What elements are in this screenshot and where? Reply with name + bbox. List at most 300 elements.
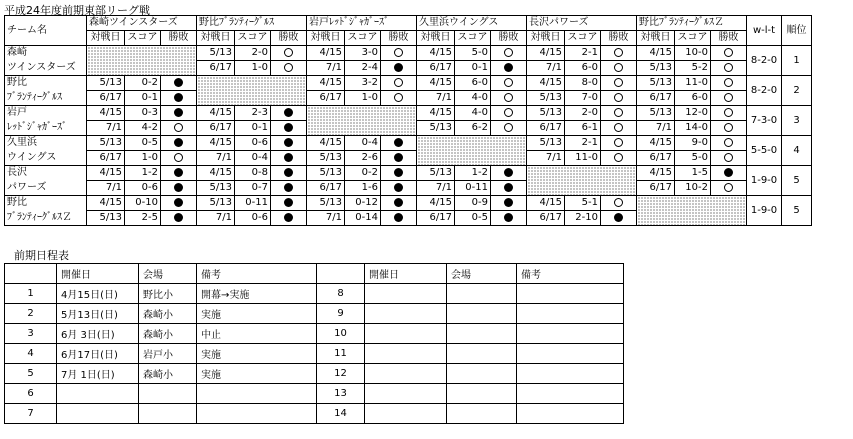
- loss-circle-icon: [284, 123, 293, 132]
- match-result: [381, 196, 417, 211]
- match-score: 0-6: [235, 136, 271, 151]
- team-rank: 2: [782, 76, 812, 106]
- team-wlt: 7-3-0: [747, 106, 782, 136]
- match-score: 12-0: [675, 106, 711, 121]
- match-score: 10-2: [675, 181, 711, 196]
- match-result: [711, 151, 747, 166]
- match-score: 7-0: [565, 91, 601, 106]
- loss-circle-icon: [614, 213, 623, 222]
- sub-header: 対戦日: [417, 31, 455, 46]
- loss-circle-icon: [394, 213, 403, 222]
- match-date: 5/13: [307, 151, 345, 166]
- match-result: [601, 106, 637, 121]
- match-result: [601, 136, 637, 151]
- sub-header: 対戦日: [637, 31, 675, 46]
- match-date: 5/13: [87, 136, 125, 151]
- match-score: 2-1: [565, 46, 601, 61]
- match-date: 4/15: [637, 166, 675, 181]
- schedule-no: 1: [5, 284, 57, 304]
- team-rank: 3: [782, 106, 812, 136]
- match-score: 6-2: [455, 121, 491, 136]
- match-result: [271, 136, 307, 151]
- match-result: [161, 211, 197, 226]
- schedule-row: [5, 384, 624, 404]
- match-result: [601, 211, 637, 226]
- loss-circle-icon: [504, 168, 513, 177]
- match-result: [711, 76, 747, 91]
- schedule-note: [517, 404, 624, 424]
- win-circle-icon: [614, 153, 623, 162]
- match-date: 6/17: [527, 121, 565, 136]
- match-date: 6/17: [307, 91, 345, 106]
- match-score: 2-0: [565, 106, 601, 121]
- opponent-header: 森崎ツインスターズ: [87, 16, 197, 31]
- sub-header: スコア: [455, 31, 491, 46]
- match-score: 0-12: [345, 196, 381, 211]
- loss-circle-icon: [174, 198, 183, 207]
- team-name: 野比: [5, 196, 87, 211]
- match-date: 7/1: [527, 61, 565, 76]
- match-date: 5/13: [527, 106, 565, 121]
- match-result: [491, 166, 527, 181]
- schedule-no: 12: [317, 364, 365, 384]
- loss-circle-icon: [174, 138, 183, 147]
- team-wlt: 8-2-0: [747, 76, 782, 106]
- match-date: 4/15: [417, 106, 455, 121]
- match-score: 6-0: [455, 76, 491, 91]
- loss-circle-icon: [394, 183, 403, 192]
- loss-circle-icon: [504, 63, 513, 72]
- match-result: [271, 106, 307, 121]
- match-result: [161, 166, 197, 181]
- match-score: 0-6: [235, 211, 271, 226]
- match-result: [161, 181, 197, 196]
- match-score: 0-9: [455, 196, 491, 211]
- win-circle-icon: [394, 48, 403, 57]
- match-date: 7/1: [637, 121, 675, 136]
- team-name: 岩戸: [5, 106, 87, 121]
- schedule-row: [5, 404, 624, 424]
- league-standings-table: [4, 15, 812, 226]
- schedule-venue: 森崎小: [139, 324, 197, 344]
- team-wlt: 1-9-0: [747, 196, 782, 226]
- schedule-venue: 野比小: [139, 284, 197, 304]
- self-match-cell: [307, 106, 417, 136]
- schedule-no: 3: [5, 324, 57, 344]
- match-date: 4/15: [87, 106, 125, 121]
- match-result: [711, 106, 747, 121]
- team-row: [5, 136, 812, 151]
- sub-header: スコア: [565, 31, 601, 46]
- match-score: 10-0: [675, 46, 711, 61]
- team-name: ﾚｯﾄﾞｼﾞｬｶﾞｰｽﾞ: [5, 121, 87, 136]
- match-result: [381, 151, 417, 166]
- schedule-no: 14: [317, 404, 365, 424]
- schedule-no: 11: [317, 344, 365, 364]
- match-date: 4/15: [307, 76, 345, 91]
- match-result: [711, 181, 747, 196]
- schedule-note: [517, 384, 624, 404]
- match-result: [711, 136, 747, 151]
- loss-circle-icon: [174, 93, 183, 102]
- win-circle-icon: [614, 138, 623, 147]
- match-score: 1-0: [345, 91, 381, 106]
- match-result: [601, 121, 637, 136]
- sub-header: 勝敗: [491, 31, 527, 46]
- team-wlt: 5-5-0: [747, 136, 782, 166]
- match-score: 4-0: [455, 106, 491, 121]
- team-row: [5, 181, 812, 196]
- schedule-date: 4月15日(日): [57, 284, 139, 304]
- match-result: [161, 76, 197, 91]
- match-date: 5/13: [417, 121, 455, 136]
- match-result: [271, 61, 307, 76]
- sub-header: 対戦日: [87, 31, 125, 46]
- match-date: 5/13: [307, 196, 345, 211]
- match-date: 7/1: [417, 91, 455, 106]
- match-date: 6/17: [87, 91, 125, 106]
- team-rank: 5: [782, 196, 812, 226]
- match-result: [491, 91, 527, 106]
- match-score: 0-11: [455, 181, 491, 196]
- match-date: 7/1: [417, 181, 455, 196]
- schedule-note-header: 備考: [197, 264, 317, 284]
- schedule-venue: [139, 384, 197, 404]
- schedule-date: [365, 384, 447, 404]
- schedule-note: [517, 344, 624, 364]
- opponent-header: 野比ﾌﾞﾗﾝﾃｨｰｸﾞﾙｽＺ: [637, 16, 747, 31]
- team-name: ﾌﾞﾗﾝﾃｨｰｸﾞﾙｽＺ: [5, 211, 87, 226]
- match-date: 6/17: [417, 61, 455, 76]
- match-result: [711, 91, 747, 106]
- schedule-date: 5月13日(日): [57, 304, 139, 324]
- match-date: 4/15: [637, 46, 675, 61]
- match-date: 4/15: [197, 136, 235, 151]
- loss-circle-icon: [174, 183, 183, 192]
- match-result: [161, 106, 197, 121]
- match-date: 4/15: [197, 166, 235, 181]
- match-result: [161, 196, 197, 211]
- team-name: ウイングス: [5, 151, 87, 166]
- match-score: 0-6: [125, 181, 161, 196]
- schedule-no: 2: [5, 304, 57, 324]
- match-result: [711, 61, 747, 76]
- schedule-note: [197, 404, 317, 424]
- opponent-header: 野比ﾌﾞﾗﾝﾃｨｰｸﾞﾙｽ: [197, 16, 307, 31]
- match-score: 11-0: [675, 76, 711, 91]
- match-score: 4-2: [125, 121, 161, 136]
- match-date: 4/15: [197, 106, 235, 121]
- schedule-venue-header: 会場: [139, 264, 197, 284]
- loss-circle-icon: [394, 168, 403, 177]
- team-column-header: チーム名: [5, 16, 87, 46]
- team-row: [5, 91, 812, 106]
- match-score: 5-2: [675, 61, 711, 76]
- match-result: [381, 61, 417, 76]
- schedule-no: 6: [5, 384, 57, 404]
- match-score: 0-14: [345, 211, 381, 226]
- match-score: 0-2: [345, 166, 381, 181]
- win-circle-icon: [504, 93, 513, 102]
- schedule-table: [4, 263, 624, 424]
- schedule-date: 7月 1日(日): [57, 364, 139, 384]
- win-circle-icon: [724, 78, 733, 87]
- match-score: 8-0: [565, 76, 601, 91]
- win-circle-icon: [724, 123, 733, 132]
- match-score: 5-0: [455, 46, 491, 61]
- match-date: 5/13: [417, 166, 455, 181]
- match-date: 7/1: [527, 151, 565, 166]
- schedule-row: [5, 284, 624, 304]
- match-score: 6-0: [565, 61, 601, 76]
- match-date: 4/15: [527, 76, 565, 91]
- schedule-note-header: 備考: [517, 264, 624, 284]
- schedule-row: [5, 364, 624, 384]
- match-result: [491, 211, 527, 226]
- match-result: [271, 211, 307, 226]
- schedule-date: [365, 304, 447, 324]
- schedule-venue: [447, 404, 517, 424]
- match-score: 11-0: [565, 151, 601, 166]
- match-result: [381, 166, 417, 181]
- schedule-row: [5, 324, 624, 344]
- win-circle-icon: [724, 108, 733, 117]
- schedule-venue: [447, 384, 517, 404]
- win-circle-icon: [174, 123, 183, 132]
- team-name: ﾌﾞﾗﾝﾃｨｰｸﾞﾙｽ: [5, 91, 87, 106]
- match-result: [271, 196, 307, 211]
- match-score: 1-0: [125, 151, 161, 166]
- win-circle-icon: [724, 63, 733, 72]
- rank-header: 順位: [782, 16, 812, 46]
- match-score: 2-6: [345, 151, 381, 166]
- league-title: 平成24年度前期東部リーグ戦: [4, 4, 150, 17]
- win-circle-icon: [394, 78, 403, 87]
- match-date: 4/15: [527, 46, 565, 61]
- schedule-venue: 岩戸小: [139, 344, 197, 364]
- win-circle-icon: [724, 183, 733, 192]
- self-match-cell: [637, 196, 747, 226]
- team-name: 長沢: [5, 166, 87, 181]
- schedule-date: [365, 364, 447, 384]
- match-date: 4/15: [87, 196, 125, 211]
- self-match-cell: [197, 76, 307, 106]
- match-score: 2-3: [235, 106, 271, 121]
- match-result: [271, 46, 307, 61]
- schedule-venue: 森崎小: [139, 304, 197, 324]
- match-result: [381, 76, 417, 91]
- team-name: パワーズ: [5, 181, 87, 196]
- match-score: 3-2: [345, 76, 381, 91]
- schedule-note: 実施: [197, 304, 317, 324]
- sub-header: 対戦日: [197, 31, 235, 46]
- match-result: [161, 151, 197, 166]
- match-date: 5/13: [87, 76, 125, 91]
- match-score: 2-4: [345, 61, 381, 76]
- match-result: [271, 121, 307, 136]
- loss-circle-icon: [174, 168, 183, 177]
- team-wlt: 1-9-0: [747, 166, 782, 196]
- match-result: [601, 151, 637, 166]
- win-circle-icon: [614, 123, 623, 132]
- schedule-note: [197, 384, 317, 404]
- match-date: 4/15: [87, 166, 125, 181]
- sub-header: スコア: [345, 31, 381, 46]
- match-date: 7/1: [197, 211, 235, 226]
- team-row: [5, 76, 812, 91]
- loss-circle-icon: [284, 183, 293, 192]
- match-date: 5/13: [197, 181, 235, 196]
- win-circle-icon: [394, 93, 403, 102]
- schedule-note: 中止: [197, 324, 317, 344]
- match-score: 0-1: [235, 121, 271, 136]
- schedule-no: 5: [5, 364, 57, 384]
- team-row: [5, 151, 812, 166]
- team-rank: 5: [782, 166, 812, 196]
- schedule-date: [365, 404, 447, 424]
- match-date: 6/17: [637, 151, 675, 166]
- match-date: 5/13: [527, 91, 565, 106]
- win-circle-icon: [724, 153, 733, 162]
- match-result: [601, 196, 637, 211]
- match-score: 0-5: [125, 136, 161, 151]
- match-score: 2-1: [565, 136, 601, 151]
- schedule-venue: [447, 364, 517, 384]
- win-circle-icon: [284, 63, 293, 72]
- sub-header: 勝敗: [711, 31, 747, 46]
- match-score: 3-0: [345, 46, 381, 61]
- match-date: 5/13: [637, 106, 675, 121]
- loss-circle-icon: [504, 198, 513, 207]
- schedule-venue: [447, 304, 517, 324]
- match-date: 6/17: [197, 121, 235, 136]
- team-name: ツインスターズ: [5, 61, 87, 76]
- schedule-no: 4: [5, 344, 57, 364]
- schedule-venue: [139, 404, 197, 424]
- loss-circle-icon: [174, 108, 183, 117]
- opponent-header: 長沢パワーズ: [527, 16, 637, 31]
- schedule-no: 13: [317, 384, 365, 404]
- win-circle-icon: [504, 108, 513, 117]
- match-date: 6/17: [417, 211, 455, 226]
- schedule-venue: 森崎小: [139, 364, 197, 384]
- schedule-note: 実施: [197, 364, 317, 384]
- schedule-date: [365, 344, 447, 364]
- match-score: 6-0: [675, 91, 711, 106]
- loss-circle-icon: [394, 63, 403, 72]
- match-score: 0-4: [345, 136, 381, 151]
- match-score: 5-1: [565, 196, 601, 211]
- match-date: 7/1: [87, 181, 125, 196]
- match-score: 1-5: [675, 166, 711, 181]
- match-score: 1-0: [235, 61, 271, 76]
- self-match-cell: [417, 136, 527, 166]
- team-name: 久里浜: [5, 136, 87, 151]
- loss-circle-icon: [394, 198, 403, 207]
- team-row: [5, 46, 812, 61]
- schedule-note: [517, 324, 624, 344]
- schedule-note: 実施: [197, 344, 317, 364]
- match-result: [271, 166, 307, 181]
- match-score: 0-1: [455, 61, 491, 76]
- match-result: [491, 196, 527, 211]
- match-date: 7/1: [307, 211, 345, 226]
- schedule-venue: [447, 324, 517, 344]
- win-circle-icon: [614, 63, 623, 72]
- match-score: 1-6: [345, 181, 381, 196]
- match-result: [491, 181, 527, 196]
- sub-header: スコア: [675, 31, 711, 46]
- loss-circle-icon: [284, 198, 293, 207]
- match-score: 0-1: [125, 91, 161, 106]
- schedule-no-header: [5, 264, 57, 284]
- match-score: 1-2: [455, 166, 491, 181]
- team-row: [5, 196, 812, 211]
- match-result: [491, 121, 527, 136]
- schedule-date: 6月17日(日): [57, 344, 139, 364]
- match-date: 7/1: [307, 61, 345, 76]
- match-date: 6/17: [307, 181, 345, 196]
- match-score: 6-1: [565, 121, 601, 136]
- schedule-venue: [447, 284, 517, 304]
- win-circle-icon: [504, 78, 513, 87]
- schedule-no: 8: [317, 284, 365, 304]
- loss-circle-icon: [504, 183, 513, 192]
- match-score: 2-5: [125, 211, 161, 226]
- loss-circle-icon: [724, 168, 733, 177]
- match-result: [381, 211, 417, 226]
- loss-circle-icon: [394, 138, 403, 147]
- match-score: 0-5: [455, 211, 491, 226]
- schedule-no-header: [317, 264, 365, 284]
- loss-circle-icon: [284, 108, 293, 117]
- self-match-cell: [87, 46, 197, 76]
- match-score: 0-7: [235, 181, 271, 196]
- match-date: 5/13: [637, 76, 675, 91]
- match-date: 4/15: [417, 196, 455, 211]
- win-circle-icon: [174, 153, 183, 162]
- loss-circle-icon: [504, 213, 513, 222]
- match-score: 9-0: [675, 136, 711, 151]
- opponent-header: 久里浜ウイングス: [417, 16, 527, 31]
- schedule-no: 9: [317, 304, 365, 324]
- win-circle-icon: [614, 198, 623, 207]
- sub-header: 勝敗: [161, 31, 197, 46]
- loss-circle-icon: [394, 153, 403, 162]
- team-row: [5, 166, 812, 181]
- match-result: [161, 91, 197, 106]
- match-date: 6/17: [637, 181, 675, 196]
- schedule-date-header: 開催日: [365, 264, 447, 284]
- win-circle-icon: [504, 123, 513, 132]
- wlt-header: w-l-t: [747, 16, 782, 46]
- match-date: 6/17: [527, 211, 565, 226]
- match-score: 0-3: [125, 106, 161, 121]
- sub-header: 対戦日: [307, 31, 345, 46]
- match-date: 5/13: [87, 211, 125, 226]
- schedule-note: [517, 364, 624, 384]
- loss-circle-icon: [284, 138, 293, 147]
- match-result: [381, 46, 417, 61]
- win-circle-icon: [504, 48, 513, 57]
- sub-header: 勝敗: [601, 31, 637, 46]
- schedule-date: [365, 284, 447, 304]
- match-score: 0-4: [235, 151, 271, 166]
- match-result: [601, 91, 637, 106]
- match-result: [711, 166, 747, 181]
- schedule-date: [365, 324, 447, 344]
- schedule-note: 開幕→実施: [197, 284, 317, 304]
